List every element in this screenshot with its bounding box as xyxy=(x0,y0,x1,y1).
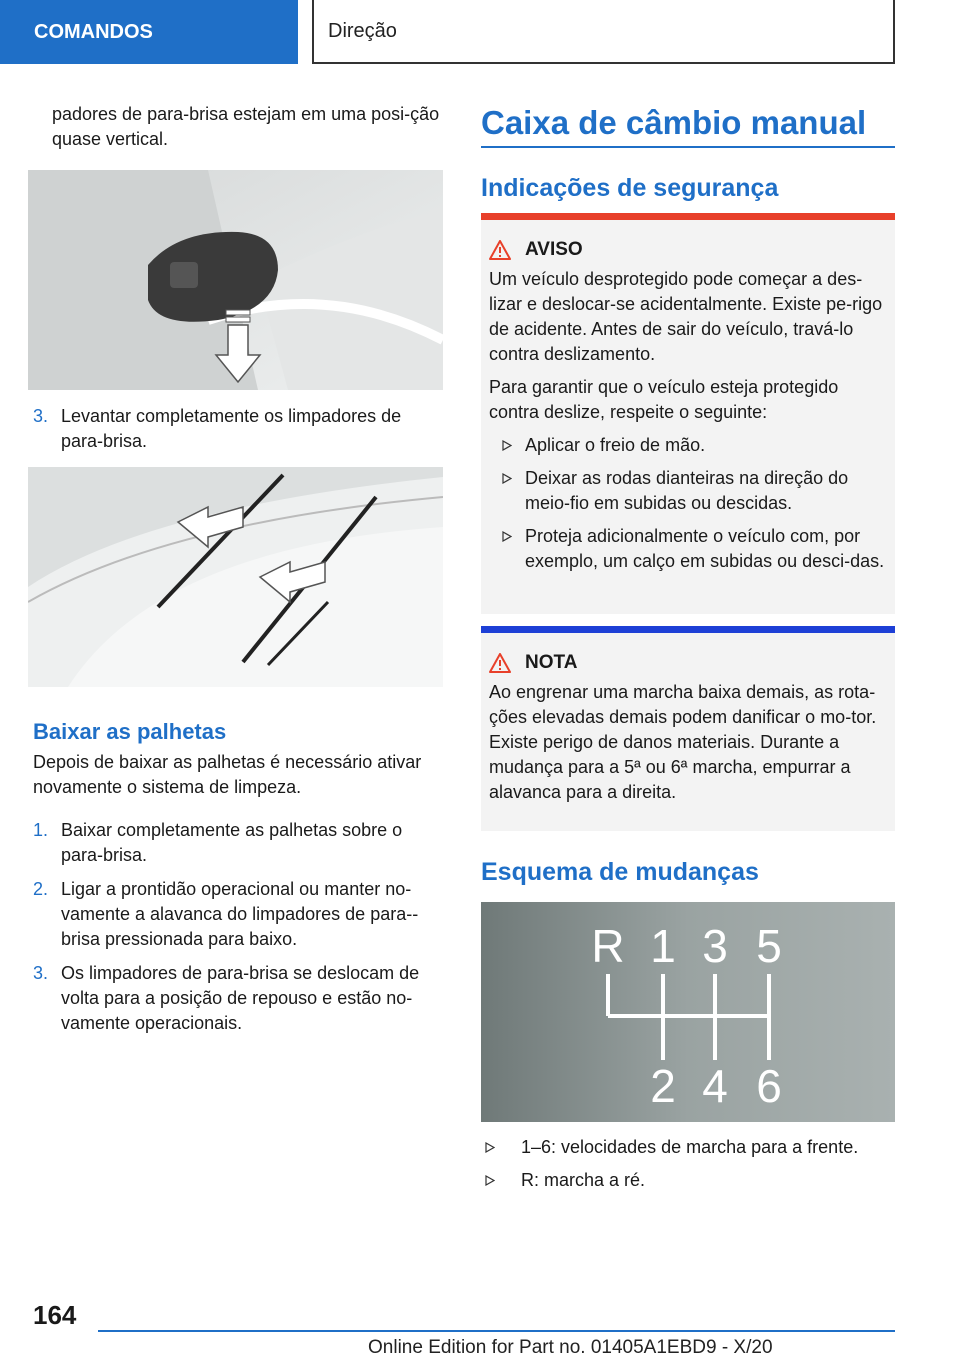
note-text: Ao engrenar uma marcha baixa demais, as rota-ções elevadas demais podem danificar o mo-tor. Existe perigo de danos materiais. Durante a mudança para a 5ª ou 6ª marcha, empurrar a alavanca para a direita. xyxy=(489,682,877,802)
safety-heading: Indicações de segurança xyxy=(481,174,779,202)
warning-text-2: Para garantir que o veículo esteja protegido contra deslize, respeite o seguinte: xyxy=(489,377,839,422)
step-item xyxy=(33,877,443,952)
step-item xyxy=(33,818,443,868)
step-text: Baixar completamente as palhetas sobre o para-brisa. xyxy=(61,820,403,865)
gear-label-4: 4 xyxy=(702,1060,728,1112)
shift-pattern-heading: Esquema de mudanças xyxy=(481,858,759,886)
step-number: 2. xyxy=(33,879,49,899)
warning-box xyxy=(481,213,895,614)
step-raise-wipers xyxy=(33,404,443,454)
note-header xyxy=(489,652,887,674)
bullet-triangle-icon xyxy=(485,1142,495,1153)
step-text: Ligar a prontidão operacional ou manter no-vamente a alavanca do limpadores de para--brisa pressionada para baixo. xyxy=(61,879,419,949)
step-text: Levantar completamente os limpadores de para-brisa. xyxy=(61,406,402,451)
footer-edition: Online Edition for Part no. 01405A1EBD9 - X/20 xyxy=(368,1337,773,1358)
warning-bullet: Aplicar o freio de mão. xyxy=(489,433,887,458)
section-tab: COMANDOS xyxy=(0,0,298,64)
manual-gearbox-title: Caixa de câmbio manual xyxy=(481,104,867,141)
warning-bullet: Proteja adicionalmente o veículo com, por exemplo, um calço em subidas ou desci-das. xyxy=(489,524,887,574)
note-box xyxy=(481,626,895,831)
gear-label-r: R xyxy=(591,920,625,972)
step-item xyxy=(33,961,443,1036)
shift-bullet: R: marcha a ré. xyxy=(481,1168,895,1193)
lower-blades-intro: Depois de baixar as palhetas é necessário ativar novamente o sistema de limpeza. xyxy=(33,752,422,797)
step-number: 3. xyxy=(33,406,49,426)
bullet-triangle-icon xyxy=(485,1175,495,1186)
warning-bar xyxy=(481,213,895,220)
footer-rule xyxy=(98,1330,895,1332)
warning-bullet: Deixar as rodas dianteiras na direção do meio-fio em subidas ou descidas. xyxy=(489,466,887,516)
chapter-title: Direção xyxy=(312,0,895,64)
bullet-triangle-icon xyxy=(502,531,512,542)
note-label: NOTA xyxy=(525,652,578,673)
step-number: 1. xyxy=(33,820,49,840)
step-number: 3. xyxy=(33,963,49,983)
warning-header xyxy=(489,239,887,261)
warning-text: Um veículo desprotegido pode começar a des-lizar e deslocar-se acidentalmente. Existe pe-rigo de acidente. Antes de sair do veículo, travá-lo contra deslizamento. xyxy=(489,269,883,364)
page-number: 164 xyxy=(33,1300,77,1330)
gear-label-2: 2 xyxy=(650,1060,676,1112)
warning-triangle-icon xyxy=(489,240,511,260)
title-rule xyxy=(481,146,895,148)
mirror-illustration xyxy=(28,170,443,390)
note-bar xyxy=(481,626,895,633)
bullet-triangle-icon xyxy=(502,473,512,484)
lower-blades-heading: Baixar as palhetas xyxy=(33,719,227,744)
warning-label: AVISO xyxy=(525,239,583,260)
intro-text: padores de para-brisa estejam em uma posi-ção quase vertical. xyxy=(52,104,440,149)
bullet-triangle-icon xyxy=(502,440,512,451)
wiper-illustration xyxy=(28,467,443,687)
gear-label-5: 5 xyxy=(756,920,782,972)
step-text: Os limpadores de para-brisa se deslocam de volta para a posição de repouso e estão no-vamente operacionais. xyxy=(61,963,420,1033)
shift-bullet: 1–6: velocidades de marcha para a frente. xyxy=(481,1135,895,1160)
shift-pattern-diagram xyxy=(481,902,895,1122)
gear-label-3: 3 xyxy=(702,920,728,972)
gear-label-1: 1 xyxy=(650,920,676,972)
warning-triangle-icon xyxy=(489,653,511,673)
gear-label-6: 6 xyxy=(756,1060,782,1112)
